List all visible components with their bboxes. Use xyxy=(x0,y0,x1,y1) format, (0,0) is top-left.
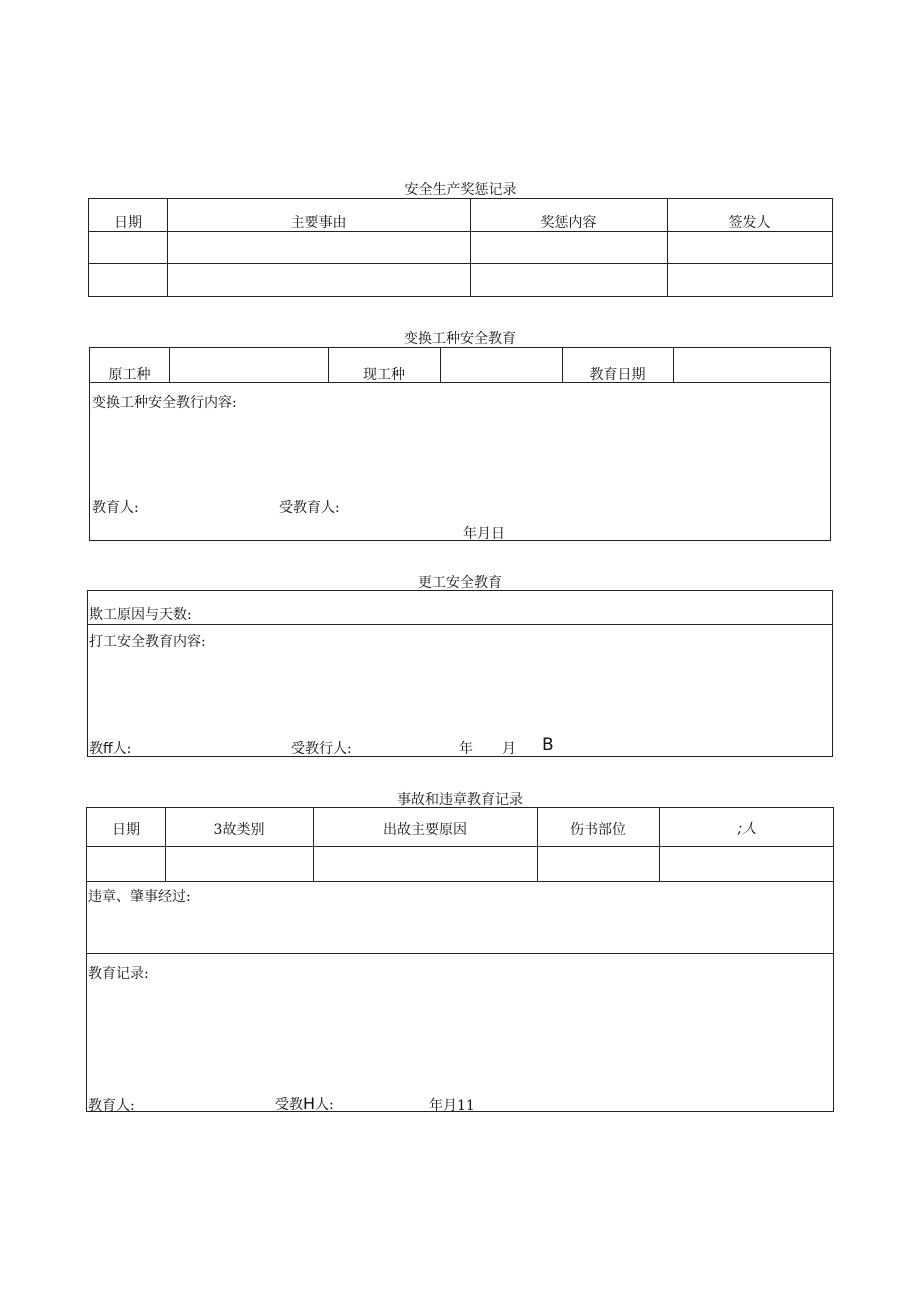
rework-content-label: 打工安全教育内容: xyxy=(89,634,206,650)
rewards-header-content: 奖惩内容 xyxy=(540,215,597,231)
rewards-title: 安全生产奖惩记录 xyxy=(404,182,517,198)
accident-table xyxy=(86,807,834,1112)
job-change-educator-label: 教育人: xyxy=(92,500,139,516)
job-change-title: 变换工种安全教育 xyxy=(404,331,516,347)
accident-process-label: 违章、肇事经过: xyxy=(88,889,191,905)
job-change-content-label: 变换工种安全教行内容: xyxy=(92,395,237,411)
accident-header-injury: 伤书部位 xyxy=(570,822,626,838)
accident-header-person: ;人 xyxy=(737,821,757,837)
accident-educatee-label: 受教H人: xyxy=(275,1094,334,1113)
accident-header-type: 3故类别 xyxy=(213,822,265,838)
rework-title: 更工安全教育 xyxy=(418,575,502,591)
rework-educatee-label: 受教行人: xyxy=(291,741,352,757)
rework-educator-label: 教ff人: xyxy=(89,741,132,757)
accident-header-date: 日期 xyxy=(112,822,140,838)
rewards-header-issuer: 签发人 xyxy=(728,215,771,231)
accident-date-label: 年月11 xyxy=(429,1098,475,1114)
rework-table xyxy=(87,590,833,757)
rework-reason-label: 欺工原因与天数: xyxy=(89,607,192,623)
job-change-date-label: 年月日 xyxy=(463,526,505,542)
job-change-educatee-label: 受教育人: xyxy=(279,500,340,516)
job-change-table xyxy=(89,347,831,541)
edu-date-label: 教育日期 xyxy=(589,367,646,383)
accident-title: 事故和违章教育记录 xyxy=(397,792,523,808)
rewards-header-reason: 主要事由 xyxy=(290,215,347,231)
current-job-label: 现工种 xyxy=(363,367,405,383)
rewards-table xyxy=(88,198,833,297)
original-job-label: 原工种 xyxy=(108,367,151,383)
rework-year-label: 年 xyxy=(459,741,473,757)
accident-header-cause: 出故主要原因 xyxy=(383,822,467,838)
rework-month-label: 月 xyxy=(502,741,516,757)
accident-educator-label: 教育人: xyxy=(88,1098,135,1114)
rework-day-label: B xyxy=(542,735,554,755)
accident-record-label: 教育记录: xyxy=(88,966,149,982)
rewards-header-date: 日期 xyxy=(114,215,142,231)
